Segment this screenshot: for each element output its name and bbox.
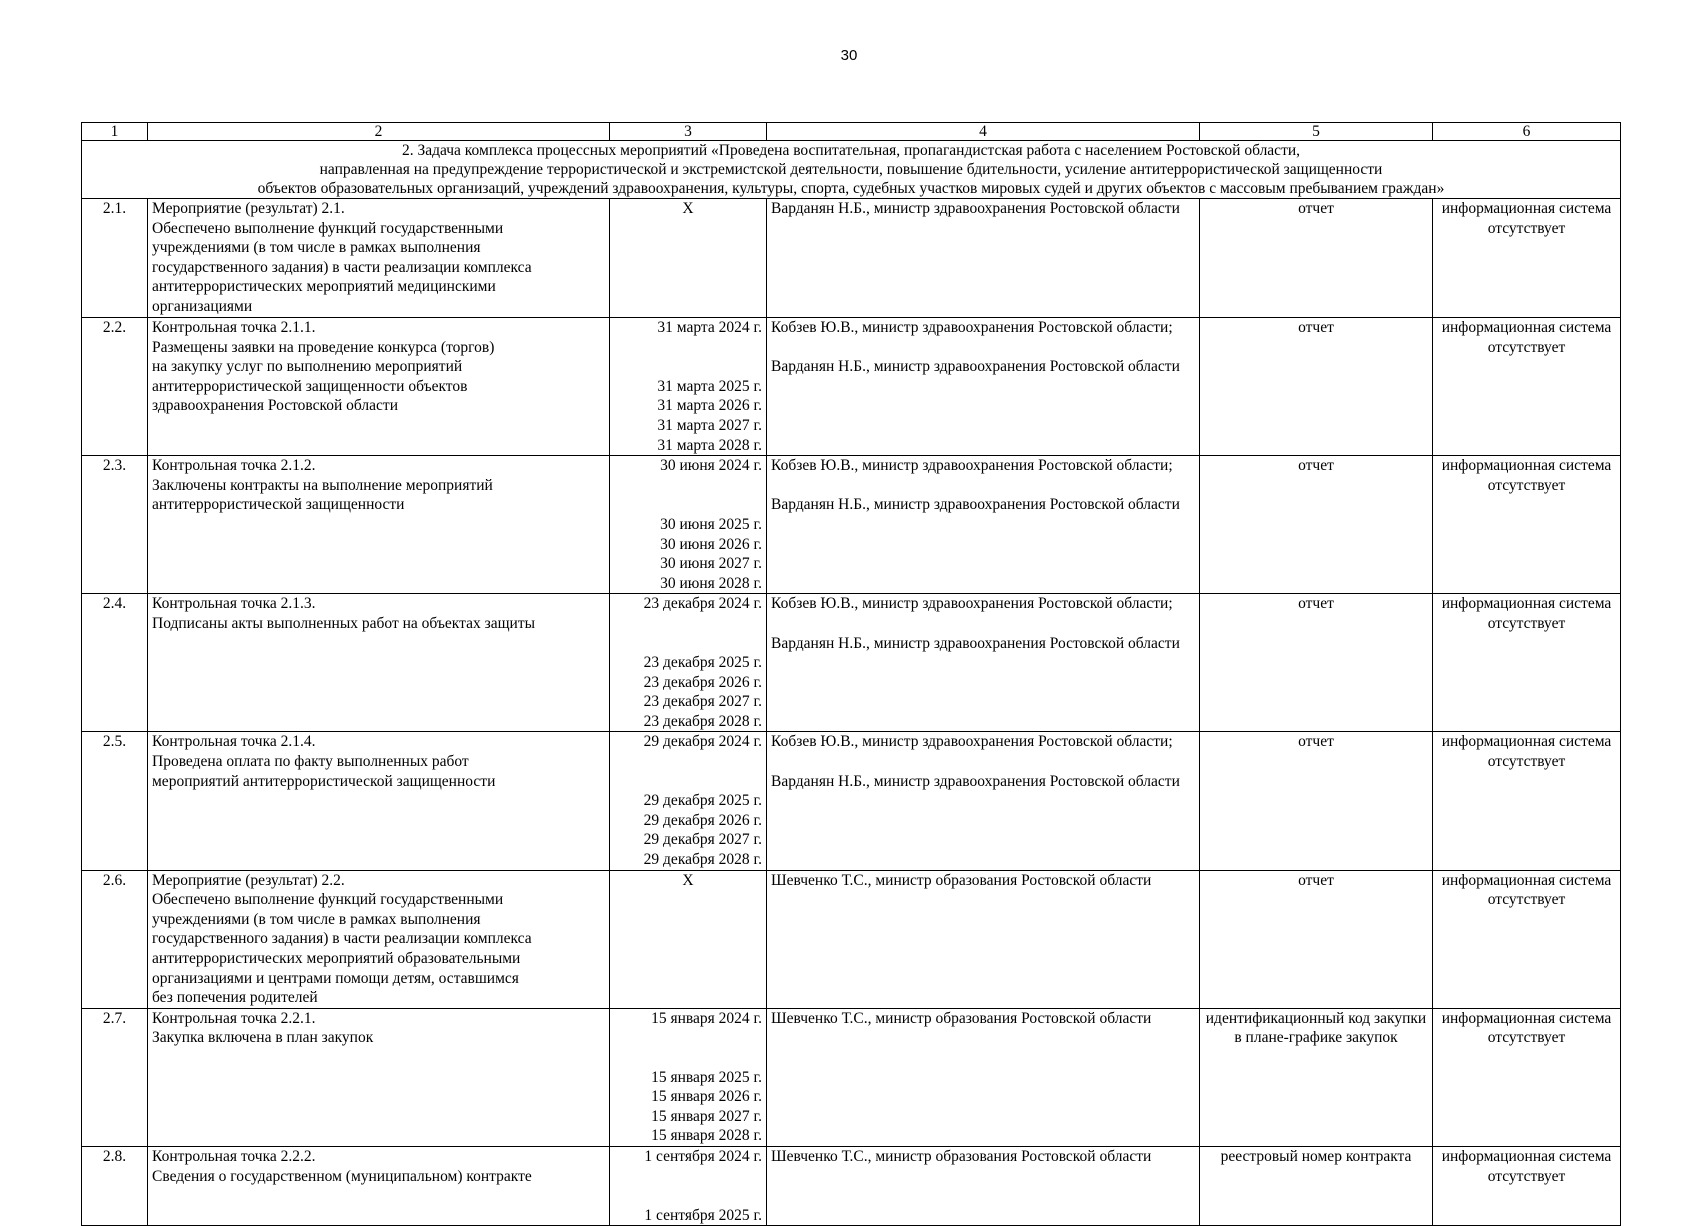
table-row: [82, 870, 1621, 1008]
information-system: информационная система отсутствует: [1433, 594, 1621, 732]
responsible-person: Варданян Н.Б., министр здравоохранения Ростовской области: [771, 358, 1180, 376]
row-number: 2.2.: [82, 318, 148, 456]
row-number: 2.6.: [82, 870, 148, 1008]
description-line: антитеррористических мероприятий медицинскими: [152, 278, 496, 296]
responsible-person: Варданян Н.Б., министр здравоохранения Ростовской области: [771, 200, 1180, 217]
responsible-cell: [767, 594, 1200, 732]
date-spacer: [614, 1186, 762, 1206]
description-line: без попечения родителей: [152, 989, 318, 1007]
responsible-person: Варданян Н.Б., министр здравоохранения Ростовской области: [771, 496, 1180, 514]
deadline-date: 29 декабря 2028 г.: [643, 851, 762, 869]
deadline-date: 31 марта 2028 г.: [657, 436, 762, 454]
information-system: информационная система отсутствует: [1433, 1008, 1621, 1146]
table-row: [82, 318, 1621, 456]
deadline-cell: [610, 318, 767, 456]
date-spacer: [614, 772, 762, 792]
deadline-cell: [610, 870, 767, 1008]
deadline-date: 23 декабря 2025 г.: [643, 654, 762, 672]
description-line: Мероприятие (результат) 2.2.: [152, 871, 345, 889]
date-spacer: [614, 357, 762, 377]
date-spacer: [614, 634, 762, 654]
deadline-cell: [610, 456, 767, 594]
description-line: учреждениями (в том числе в рамках выполнения: [152, 239, 481, 257]
column-number: 1: [82, 123, 148, 141]
deadline-cell: [610, 594, 767, 732]
description-line: Контрольная точка 2.2.2.: [152, 1147, 316, 1165]
deadline-date: 23 декабря 2028 г.: [643, 712, 762, 730]
deadline-date: 30 июня 2026 г.: [660, 535, 762, 553]
responsible-spacer: [771, 752, 1195, 772]
responsible-spacer: [771, 476, 1195, 496]
document-type: реестровый номер контракта: [1200, 1146, 1433, 1225]
description-line: организациями и центрами помощи детям, оставшимся: [152, 969, 519, 987]
responsible-cell: [767, 1008, 1200, 1146]
description-line: учреждениями (в том числе в рамках выполнения: [152, 910, 481, 928]
deadline-date: 1 сентября 2025 г.: [644, 1206, 762, 1224]
description-line: Закупка включена в план закупок: [152, 1029, 374, 1047]
description-line: антитеррористической защищенности объектов: [152, 377, 468, 395]
deadline-date: 1 сентября 2024 г.: [644, 1147, 762, 1165]
deadline-cell: [610, 732, 767, 870]
table-row: [82, 456, 1621, 594]
information-system: информационная система отсутствует: [1433, 870, 1621, 1008]
document-type: идентификационный код закупки в плане-графике закупок: [1200, 1008, 1433, 1146]
description-line: Обеспечено выполнение функций государственными: [152, 219, 504, 237]
column-number: 3: [610, 123, 767, 141]
description-line: Проведена оплата по факту выполненных работ: [152, 753, 469, 771]
responsible-person: Варданян Н.Б., министр здравоохранения Ростовской области: [771, 634, 1180, 652]
responsible-person: Шевченко Т.С., министр образования Ростовской области: [771, 1009, 1152, 1027]
column-number: 6: [1433, 123, 1621, 141]
deadline-cell: [610, 1008, 767, 1146]
deadline-date: 31 марта 2025 г.: [657, 377, 762, 395]
activity-description: [148, 199, 610, 318]
page-number: 30: [840, 47, 858, 64]
description-line: Обеспечено выполнение функций государственными: [152, 891, 504, 909]
responsible-person: Кобзев Ю.В., министр здравоохранения Ростовской области;: [771, 733, 1173, 751]
information-system: информационная система отсутствует: [1433, 732, 1621, 870]
responsible-person: Шевченко Т.С., министр образования Ростовской области: [771, 871, 1152, 889]
task-section-title: [82, 141, 1621, 199]
activity-description: [148, 732, 610, 870]
responsible-person: Шевченко Т.С., министр образования Ростовской области: [771, 1147, 1152, 1165]
deadline-date: 23 декабря 2026 г.: [643, 673, 762, 691]
responsible-cell: [767, 1146, 1200, 1225]
date-spacer: [614, 1167, 762, 1187]
deadline-date: 23 декабря 2024 г.: [643, 595, 762, 613]
deadline-date: 29 декабря 2026 г.: [643, 811, 762, 829]
task-title-line: объектов образовательных организаций, учреждений здравоохранения, культуры, спорта, судебных участков мировых судей и других объектов с массовым пребыванием граждан»: [257, 180, 1445, 197]
row-number: 2.3.: [82, 456, 148, 594]
description-line: Сведения о государственном (муниципальном) контракте: [152, 1167, 532, 1185]
responsible-spacer: [771, 338, 1195, 358]
responsible-person: Кобзев Ю.В., министр здравоохранения Ростовской области;: [771, 595, 1173, 613]
date-spacer: [614, 476, 762, 496]
deadline-date: 30 июня 2024 г.: [660, 457, 762, 475]
description-line: Размещены заявки на проведение конкурса (торгов): [152, 338, 495, 356]
date-spacer: [614, 338, 762, 358]
deadline-date: 15 января 2025 г.: [651, 1068, 762, 1086]
deadline-date: 30 июня 2027 г.: [660, 555, 762, 573]
deadline-date: 31 марта 2026 г.: [657, 397, 762, 415]
description-line: здравоохранения Ростовской области: [152, 397, 398, 415]
activity-description: [148, 870, 610, 1008]
responsible-spacer: [771, 614, 1195, 634]
activity-description: [148, 456, 610, 594]
deadline-date: 30 июня 2025 г.: [660, 515, 762, 533]
description-line: мероприятий антитеррористической защищенности: [152, 772, 496, 790]
responsible-person: Кобзев Ю.В., министр здравоохранения Ростовской области;: [771, 319, 1173, 336]
activity-description: [148, 318, 610, 456]
description-line: Контрольная точка 2.1.1.: [152, 319, 316, 336]
deadline-date: 15 января 2024 г.: [651, 1009, 762, 1027]
column-number: 5: [1200, 123, 1433, 141]
document-type: отчет: [1200, 870, 1433, 1008]
document-type: отчет: [1200, 456, 1433, 594]
table-row: [82, 1008, 1621, 1146]
responsible-person: Варданян Н.Б., министр здравоохранения Ростовской области: [771, 772, 1180, 790]
deadline-date: 15 января 2027 г.: [651, 1107, 762, 1125]
deadline-date: 31 марта 2027 г.: [657, 416, 762, 434]
date-spacer: [614, 614, 762, 634]
responsible-cell: [767, 199, 1200, 318]
responsible-cell: [767, 870, 1200, 1008]
description-line: государственного задания) в части реализации комплекса: [152, 930, 532, 948]
description-line: организациями: [152, 297, 253, 315]
deadline-date: Х: [682, 871, 694, 889]
description-line: Контрольная точка 2.1.2.: [152, 457, 316, 475]
document-type: отчет: [1200, 594, 1433, 732]
row-number: 2.5.: [82, 732, 148, 870]
date-spacer: [614, 752, 762, 772]
responsible-cell: [767, 732, 1200, 870]
information-system: информационная система отсутствует: [1433, 199, 1621, 318]
task-section-row: [82, 141, 1621, 199]
description-line: антитеррористической защищенности: [152, 496, 405, 514]
description-line: Подписаны акты выполненных работ на объектах защиты: [152, 614, 536, 632]
deadline-date: Х: [682, 200, 694, 217]
description-line: Мероприятие (результат) 2.1.: [152, 200, 345, 217]
deadline-cell: [610, 199, 767, 318]
activity-description: [148, 1008, 610, 1146]
table-row: [82, 732, 1621, 870]
row-number: 2.7.: [82, 1008, 148, 1146]
information-system: информационная система отсутствует: [1433, 456, 1621, 594]
description-line: Заключены контракты на выполнение мероприятий: [152, 476, 493, 494]
deadline-date: 15 января 2026 г.: [651, 1088, 762, 1106]
responsible-cell: [767, 318, 1200, 456]
date-spacer: [614, 1048, 762, 1068]
description-line: Контрольная точка 2.1.4.: [152, 733, 316, 751]
description-line: антитеррористических мероприятий образовательными: [152, 950, 521, 967]
deadline-cell: [610, 1146, 767, 1225]
table-row: [82, 1146, 1621, 1225]
table-row: [82, 594, 1621, 732]
description-line: Контрольная точка 2.1.3.: [152, 595, 316, 613]
column-number: 2: [148, 123, 610, 141]
row-number: 2.1.: [82, 199, 148, 318]
row-number: 2.4.: [82, 594, 148, 732]
responsible-person: Кобзев Ю.В., министр здравоохранения Ростовской области;: [771, 457, 1173, 475]
activities-table: [81, 122, 1621, 1226]
deadline-date: 31 марта 2024 г.: [657, 319, 762, 336]
description-line: Контрольная точка 2.2.1.: [152, 1009, 316, 1027]
deadline-date: 29 декабря 2025 г.: [643, 792, 762, 810]
task-title-line: 2. Задача комплекса процессных мероприятий «Проведена воспитательная, пропагандистская работа с населением Ростовской области,: [401, 142, 1301, 159]
task-title-line: направленная на предупреждение террористической и экстремистской деятельности, повышение бдительности, усиление антитеррористической защищенности: [319, 161, 1383, 178]
deadline-date: 29 декабря 2027 г.: [643, 831, 762, 849]
column-number-row: [82, 123, 1621, 141]
responsible-cell: [767, 456, 1200, 594]
date-spacer: [614, 495, 762, 515]
column-number: 4: [767, 123, 1200, 141]
document-type: отчет: [1200, 732, 1433, 870]
deadline-date: 15 января 2028 г.: [651, 1127, 762, 1145]
activity-description: [148, 1146, 610, 1225]
information-system: информационная система отсутствует: [1433, 1146, 1621, 1225]
document-type: отчет: [1200, 318, 1433, 456]
information-system: информационная система отсутствует: [1433, 318, 1621, 456]
document-type: отчет: [1200, 199, 1433, 318]
row-number: 2.8.: [82, 1146, 148, 1225]
table-row: [82, 199, 1621, 318]
deadline-date: 23 декабря 2027 г.: [643, 693, 762, 711]
activity-description: [148, 594, 610, 732]
description-line: государственного задания) в части реализации комплекса: [152, 258, 532, 276]
description-line: на закупку услуг по выполнению мероприятий: [152, 358, 463, 376]
deadline-date: 29 декабря 2024 г.: [643, 733, 762, 751]
deadline-date: 30 июня 2028 г.: [660, 574, 762, 592]
date-spacer: [614, 1028, 762, 1048]
